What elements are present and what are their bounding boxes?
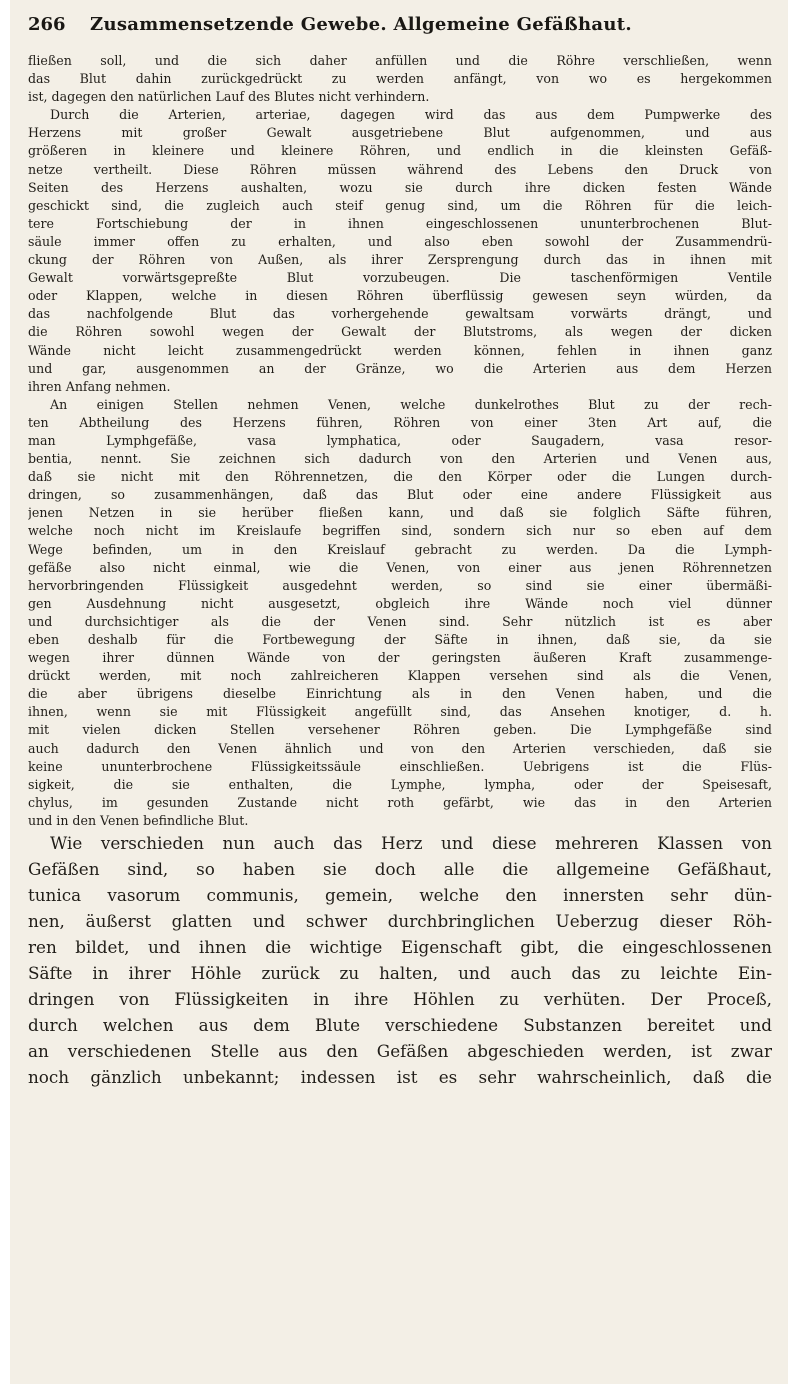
text-line: daß sie nicht mit den Röhrennetzen, die den Körper oder die Lungen durch- [28,469,772,485]
text-line: oder Klappen, welche in diesen Röhren überflüssig gewesen seyn würden, da [28,288,772,304]
text-line: welche noch nicht im Kreislaufe begriffen sind, sondern sich nur so eben auf dem [28,523,772,539]
text-line: wegen ihrer dünnen Wände von der geringsten äußeren Kraft zusammenge- [28,650,772,666]
text-line: das nachfolgende Blut das vorhergehende gewaltsam vorwärts drängt, und [28,306,772,322]
text-line: ist, dagegen den natürlichen Lauf des Blutes nicht verhindern. [28,89,430,105]
text-line: drückt werden, mit noch zahlreicheren Klappen versehen sind als die Venen, [28,668,772,684]
emphasized-text-line: noch gänzlich unbekannt; indessen ist es sehr wahrscheinlich, daß die [28,1067,772,1088]
text-line: Gewalt vorwärtsgepreßte Blut vorzubeugen. Die taschenförmigen Ventile [28,270,772,286]
text-line: und durchsichtiger als die der Venen sind. Sehr nützlich ist es aber [28,613,772,629]
emphasized-text-line: Wie verschieden nun auch das Herz und diese mehreren Klassen von [50,833,772,854]
text-line: ihnen, wenn sie mit Flüssigkeit angefüllt sind, das Ansehen knotiger, d. h. [28,704,772,720]
text-line: Herzens mit großer Gewalt ausgetriebene Blut aufgenommen, und aus [28,125,772,141]
text-line: ten Abtheilung des Herzens führen, Röhren von einer 3ten Art auf, die [28,414,772,430]
book-page [10,0,788,1384]
text-line: keine ununterbrochene Flüssigkeitssäule einschließen. Uebrigens ist die Flüs- [28,758,772,774]
text-line: geschickt sind, die zugleich auch steif genug sind, um die Röhren für die leich- [28,197,772,213]
text-line: die Röhren sowohl wegen der Gewalt der Blutstroms, als wegen der dicken [28,324,772,340]
text-line: mit vielen dicken Stellen versehener Röhren geben. Die Lymphgefäße sind [28,722,772,738]
text-line: chylus, im gesunden Zustande nicht roth gefärbt, wie das in den Arterien [28,794,772,810]
text-line: jenen Netzen in sie herüber fließen kann, und daß sie folglich Säfte führen, [28,505,772,521]
emphasized-text-line: an verschiedenen Stelle aus den Gefäßen abgeschieden werden, ist zwar [28,1041,772,1062]
emphasized-text-line: durch welchen aus dem Blute verschiedene Substanzen bereitet und [28,1015,772,1036]
text-line: größeren in kleinere und kleinere Röhren, und endlich in die kleinsten Gefäß- [28,143,772,159]
emphasized-text-line: Gefäßen sind, so haben sie doch alle die allgemeine Gefäßhaut, [28,859,772,880]
text-line: gefäße also nicht einmal, wie die Venen, von einer aus jenen Röhrennetzen [28,559,772,575]
body-text [28,52,772,1090]
emphasized-text-line: dringen von Flüssigkeiten in ihre Höhlen zu verhüten. Der Proceß, [28,989,772,1010]
text-line: und gar, ausgenommen an der Gränze, wo die Arterien aus dem Herzen [28,360,772,376]
text-line: ihren Anfang nehmen. [28,378,171,394]
text-line: man Lymphgefäße, vasa lymphatica, oder Saugadern, vasa resor- [28,432,772,448]
text-line: ckung der Röhren von Außen, als ihrer Zersprengung durch das in ihnen mit [28,252,772,268]
text-line: fließen soll, und die sich daher anfüllen und die Röhre verschließen, wenn [28,53,772,68]
text-line: tere Fortschiebung der in ihnen eingeschlossenen ununterbrochenen Blut- [28,215,772,231]
text-line: die aber übrigens dieselbe Einrichtung als in den Venen haben, und die [28,686,772,702]
emphasized-text-line: Säfte in ihrer Höhle zurück zu halten, und auch das zu leichte Ein- [28,963,772,984]
text-line: und in den Venen befindliche Blut. [28,812,249,828]
text-line: gen Ausdehnung nicht ausgesetzt, obgleich ihre Wände noch viel dünner [28,595,772,611]
text-line: Seiten des Herzens aushalten, wozu sie durch ihre dicken festen Wände [28,179,772,195]
text-line: netze vertheilt. Diese Röhren müssen während des Lebens den Druck von [28,161,772,177]
emphasized-text-line: ren bildet, und ihnen die wichtige Eigenschaft gibt, die eingeschlossenen [28,937,772,958]
text-line: sigkeit, die sie enthalten, die Lymphe, lympha, oder der Speisesaft, [28,776,772,792]
text-line: An einigen Stellen nehmen Venen, welche dunkelrothes Blut zu der rech- [50,396,772,412]
text-line: Wege befinden, um in den Kreislauf gebracht zu werden. Da die Lymph- [28,541,772,557]
text-line: dringen, so zusammenhängen, daß das Blut oder eine andere Flüssigkeit aus [28,487,772,503]
text-line: das Blut dahin zurückgedrückt zu werden anfängt, von wo es hergekommen [28,71,772,87]
text-line: Wände nicht leicht zusammengedrückt werden können, fehlen in ihnen ganz [28,342,772,358]
text-line: hervorbringenden Flüssigkeit ausgedehnt werden, so sind sie einer übermäßi- [28,577,772,593]
text-line: eben deshalb für die Fortbewegung der Säfte in ihnen, daß sie, da sie [28,632,772,647]
text-line: säule immer offen zu erhalten, und also eben sowohl der Zusammendrü- [28,233,772,249]
emphasized-text-line: nen, äußerst glatten und schwer durchbringlichen Ueberzug dieser Röh- [28,911,772,932]
text-line: bentia, nennt. Sie zeichnen sich dadurch von den Arterien und Venen aus, [28,451,772,467]
text-line: Durch die Arterien, arteriae, dagegen wird das aus dem Pumpwerke des [50,107,772,123]
page-number: 266 [28,14,66,35]
page-header [28,12,772,38]
text-line: auch dadurch den Venen ähnlich und von den Arterien verschieden, daß sie [28,740,772,756]
emphasized-text-line: tunica vasorum communis, gemein, welche den innersten sehr dün- [28,885,772,906]
running-title: Zusammensetzende Gewebe. Allgemeine Gefäßhaut. [90,14,632,35]
